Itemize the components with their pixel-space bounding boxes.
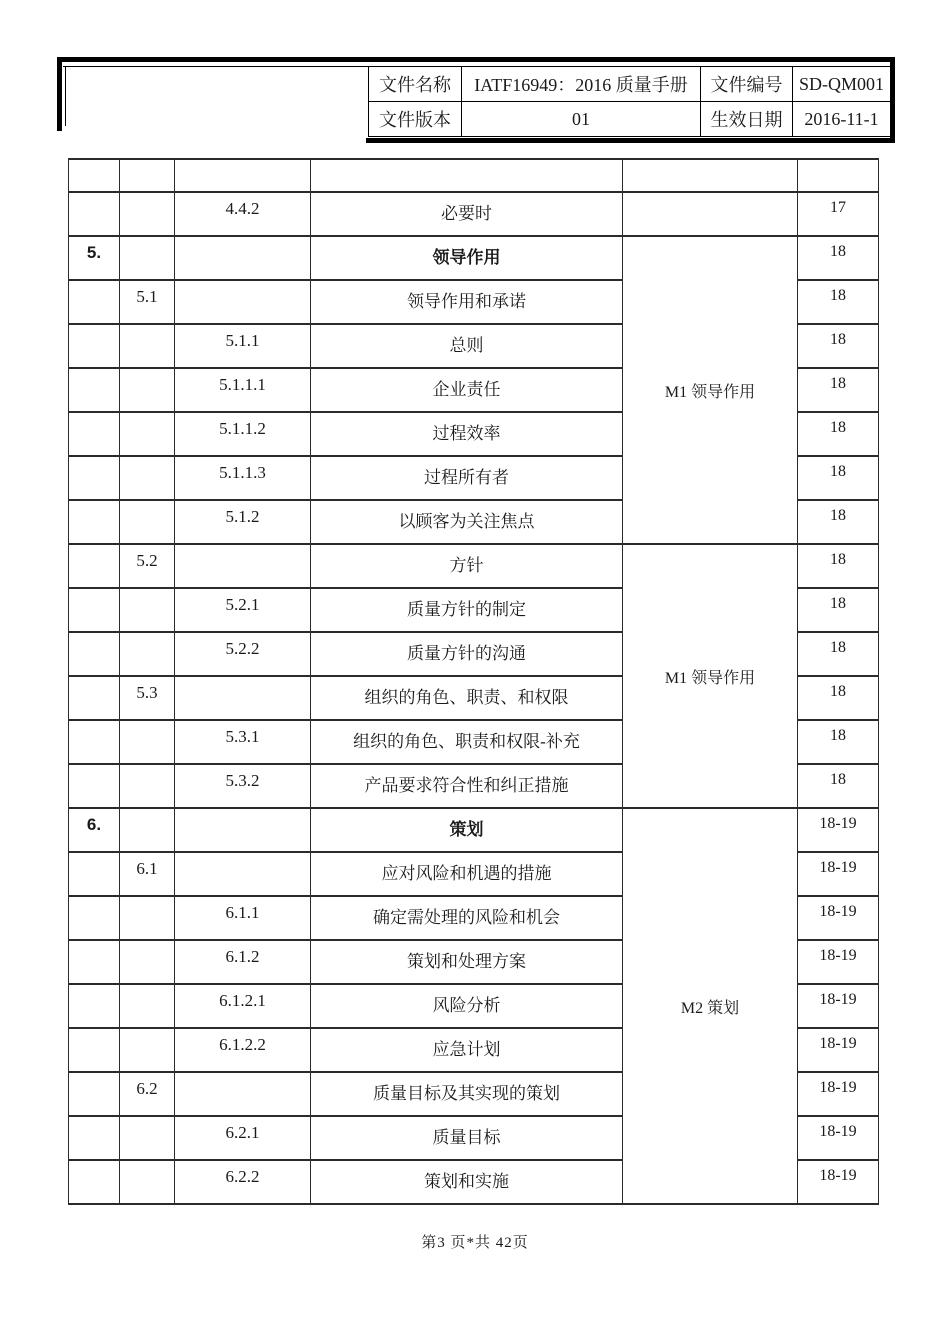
toc-cell-title: 质量目标及其实现的策划 [311, 1072, 623, 1116]
document-header-table [368, 66, 891, 137]
header-border-top [57, 57, 895, 62]
toc-cell-no [69, 764, 120, 808]
toc-cell-subsub: 5.1.1.2 [175, 412, 311, 456]
toc-body [69, 159, 879, 1204]
toc-cell-no [69, 632, 120, 676]
toc-cell-subsub [175, 676, 311, 720]
toc-cell-title: 策划和实施 [311, 1160, 623, 1204]
toc-cell-no [69, 1028, 120, 1072]
toc-cell-subsub [175, 1072, 311, 1116]
doc-date-label: 生效日期 [701, 102, 793, 137]
toc-cell-no [69, 676, 120, 720]
toc-cell-sub [120, 500, 175, 544]
toc-cell-title: 企业责任 [311, 368, 623, 412]
toc-cell-module [623, 159, 798, 192]
toc-cell-subsub: 5.2.1 [175, 588, 311, 632]
doc-date-value: 2016-11-1 [793, 102, 891, 137]
toc-cell-sub [120, 720, 175, 764]
toc-cell-title: 过程效率 [311, 412, 623, 456]
toc-cell-sub [120, 368, 175, 412]
header-row [369, 102, 891, 137]
toc-cell-subsub: 6.2.2 [175, 1160, 311, 1204]
toc-cell-subsub: 6.1.2.1 [175, 984, 311, 1028]
toc-cell-no [69, 1072, 120, 1116]
toc-cell-page: 18 [798, 500, 879, 544]
toc-cell-sub [120, 984, 175, 1028]
toc-cell-page: 18-19 [798, 940, 879, 984]
toc-cell-no [69, 159, 120, 192]
toc-cell-subsub: 4.4.2 [175, 192, 311, 236]
toc-cell-module: M2 策划 [623, 808, 798, 1204]
toc-cell-no [69, 1116, 120, 1160]
toc-cell-title: 确定需处理的风险和机会 [311, 896, 623, 940]
toc-cell-page: 17 [798, 192, 879, 236]
toc-cell-title: 总则 [311, 324, 623, 368]
toc-table [68, 158, 879, 1205]
toc-cell-subsub: 6.1.1 [175, 896, 311, 940]
toc-cell-subsub [175, 159, 311, 192]
toc-cell-title: 策划和处理方案 [311, 940, 623, 984]
toc-cell-sub [120, 1116, 175, 1160]
doc-name-value: IATF16949：2016 质量手册 [462, 67, 701, 102]
toc-cell-subsub [175, 544, 311, 588]
toc-cell-title: 应对风险和机遇的措施 [311, 852, 623, 896]
toc-cell-sub [120, 632, 175, 676]
toc-cell-sub [120, 808, 175, 852]
toc-cell-page: 18 [798, 588, 879, 632]
toc-cell-title: 风险分析 [311, 984, 623, 1028]
toc-cell-title [311, 159, 623, 192]
toc-cell-subsub [175, 236, 311, 280]
toc-cell-sub: 5.2 [120, 544, 175, 588]
toc-cell-no [69, 544, 120, 588]
toc-cell-page: 18 [798, 412, 879, 456]
toc-cell-title: 以顾客为关注焦点 [311, 500, 623, 544]
toc-cell-no [69, 412, 120, 456]
toc-cell-page [798, 159, 879, 192]
page-footer: 第3 页*共 42页 [421, 1235, 529, 1251]
toc-cell-sub: 5.1 [120, 280, 175, 324]
toc-cell-subsub: 5.1.1.3 [175, 456, 311, 500]
toc-cell-no [69, 324, 120, 368]
toc-cell-subsub: 5.3.2 [175, 764, 311, 808]
toc-cell-sub [120, 412, 175, 456]
header-row [369, 67, 891, 102]
toc-cell-subsub: 5.2.2 [175, 632, 311, 676]
toc-cell-page: 18 [798, 720, 879, 764]
toc-cell-subsub: 6.2.1 [175, 1116, 311, 1160]
toc-cell-subsub [175, 852, 311, 896]
toc-cell-page: 18 [798, 236, 879, 280]
toc-cell-page: 18 [798, 544, 879, 588]
toc-cell-subsub: 5.3.1 [175, 720, 311, 764]
toc-cell-sub: 6.2 [120, 1072, 175, 1116]
toc-cell-page: 18-19 [798, 1072, 879, 1116]
toc-cell-page: 18 [798, 456, 879, 500]
toc-cell-page: 18-19 [798, 1116, 879, 1160]
toc-cell-sub [120, 1160, 175, 1204]
toc-cell-page: 18-19 [798, 1160, 879, 1204]
header-border-bottom [366, 138, 895, 143]
toc-cell-sub [120, 192, 175, 236]
toc-cell-no [69, 192, 120, 236]
toc-cell-sub: 6.1 [120, 852, 175, 896]
toc-cell-title: 组织的角色、职责、和权限 [311, 676, 623, 720]
toc-cell-subsub: 5.1.1.1 [175, 368, 311, 412]
toc-cell-page: 18 [798, 764, 879, 808]
toc-cell-page: 18 [798, 368, 879, 412]
toc-cell-page: 18-19 [798, 852, 879, 896]
toc-cell-page: 18-19 [798, 1028, 879, 1072]
toc-cell-title: 必要时 [311, 192, 623, 236]
toc-cell-sub [120, 1028, 175, 1072]
toc-cell-subsub: 5.1.1 [175, 324, 311, 368]
toc-cell-no [69, 456, 120, 500]
toc-cell-title: 质量目标 [311, 1116, 623, 1160]
doc-no-value: SD-QM001 [793, 67, 891, 102]
toc-cell-title: 产品要求符合性和纠正措施 [311, 764, 623, 808]
toc-cell-page: 18-19 [798, 896, 879, 940]
toc-cell-subsub [175, 280, 311, 324]
toc-row [69, 544, 879, 588]
toc-cell-subsub: 6.1.2 [175, 940, 311, 984]
toc-cell-page: 18 [798, 676, 879, 720]
toc-cell-title: 应急计划 [311, 1028, 623, 1072]
header-border-left [57, 57, 62, 131]
toc-cell-title: 质量方针的制定 [311, 588, 623, 632]
toc-cell-sub [120, 896, 175, 940]
toc-cell-no [69, 1160, 120, 1204]
toc-cell-no [69, 368, 120, 412]
toc-cell-no [69, 984, 120, 1028]
toc-cell-module: M1 领导作用 [623, 544, 798, 808]
toc-cell-title: 过程所有者 [311, 456, 623, 500]
toc-cell-page: 18 [798, 324, 879, 368]
toc-cell-no [69, 720, 120, 764]
toc-cell-page: 18-19 [798, 808, 879, 852]
toc-cell-sub [120, 159, 175, 192]
toc-cell-sub [120, 940, 175, 984]
toc-row [69, 808, 879, 852]
toc-cell-title: 领导作用和承诺 [311, 280, 623, 324]
toc-cell-sub [120, 236, 175, 280]
toc-row [69, 236, 879, 280]
toc-cell-no [69, 852, 120, 896]
toc-cell-sub [120, 456, 175, 500]
toc-cell-sub [120, 588, 175, 632]
toc-cell-subsub: 6.1.2.2 [175, 1028, 311, 1072]
toc-cell-module: M1 领导作用 [623, 236, 798, 544]
toc-cell-no: 6. [69, 808, 120, 852]
toc-cell-no [69, 896, 120, 940]
toc-cell-page: 18-19 [798, 984, 879, 1028]
toc-cell-page: 18 [798, 632, 879, 676]
toc-cell-sub [120, 324, 175, 368]
doc-name-label: 文件名称 [369, 67, 462, 102]
toc-cell-subsub [175, 808, 311, 852]
toc-cell-no [69, 280, 120, 324]
toc-cell-title: 策划 [311, 808, 623, 852]
toc-cell-title: 领导作用 [311, 236, 623, 280]
toc-cell-no [69, 500, 120, 544]
toc-cell-no [69, 940, 120, 984]
header-border-left-inner [65, 66, 66, 126]
doc-no-label: 文件编号 [701, 67, 793, 102]
toc-cell-module [623, 192, 798, 236]
toc-row [69, 159, 879, 192]
toc-cell-subsub: 5.1.2 [175, 500, 311, 544]
doc-version-label: 文件版本 [369, 102, 462, 137]
toc-cell-title: 方针 [311, 544, 623, 588]
toc-cell-no [69, 588, 120, 632]
toc-cell-sub [120, 764, 175, 808]
doc-version-value: 01 [462, 102, 701, 137]
toc-cell-no: 5. [69, 236, 120, 280]
toc-cell-page: 18 [798, 280, 879, 324]
toc-cell-sub: 5.3 [120, 676, 175, 720]
toc-row [69, 192, 879, 236]
toc-cell-title: 质量方针的沟通 [311, 632, 623, 676]
toc-cell-title: 组织的角色、职责和权限-补充 [311, 720, 623, 764]
